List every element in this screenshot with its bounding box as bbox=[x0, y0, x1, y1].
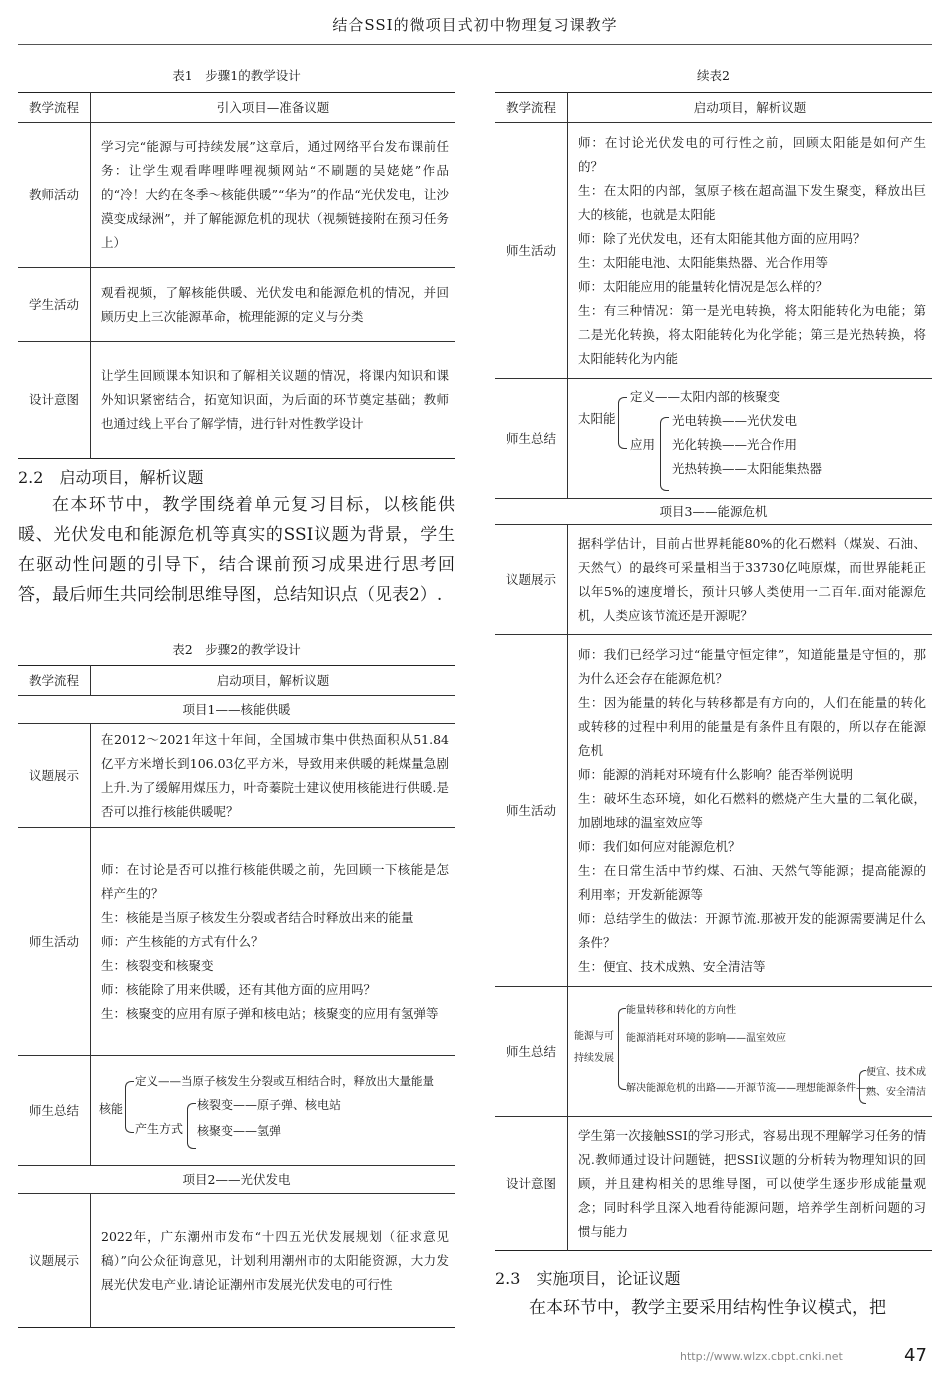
tree-node: 定义——太阳内部的核聚变 bbox=[630, 388, 781, 404]
p2-show-label: 议题展示 bbox=[18, 1194, 91, 1328]
section-2-3-title: 2.3 实施项目，论证议题 bbox=[495, 1269, 681, 1288]
table1-row-text: 学习完“能源与可持续发展”这章后，通过网络平台发布课前任务：让学生观看哔哩哔哩视频网站“不刷题的吴姥姥”作品的“冷！大约在冬季～核能供暖”“华为”的作品“光伏发电，让沙漠变成绿洲”，并了解能源危机的现状（视频链接附在预习任务上） bbox=[101, 139, 449, 250]
p1-mindmap bbox=[91, 1056, 456, 1166]
dialogue-line: 生：破坏生态环境，如化石燃料的燃烧产生大量的二氧化碳，加剧地球的温室效应等 bbox=[578, 790, 926, 830]
tree-node: 熟、安全清洁 bbox=[866, 1086, 926, 1098]
dialogue-line: 生：有三种情况：第一是光电转换，将太阳能转化为电能；第二是光化转换，将太阳能转化为化学能；第三是光热转换，将太阳能转化为内能 bbox=[578, 302, 926, 366]
table2b-col1: 教学流程 bbox=[495, 93, 568, 123]
table1-row-text: 观看视频，了解核能供暖、光伏发电和能源危机的情况，并回顾历史上三次能源革命，梳理能源的定义与分类 bbox=[101, 284, 449, 324]
tree-brace bbox=[187, 1103, 196, 1149]
p1-activity-label: 师生活动 bbox=[18, 828, 91, 1056]
tree-brace bbox=[660, 417, 669, 491]
table1-row-text: 让学生回顾课本知识和了解相关议题的情况，将课内知识和课外知识紧密结合，拓宽知识面，为后面的环节奠定基础；教师也通过线上平台了解学情，进行针对性教学设计 bbox=[101, 368, 449, 431]
p2-summary-label: 师生总结 bbox=[495, 379, 568, 499]
dialogue-line: 师：核能除了用来供暖，还有其他方面的应用吗？ bbox=[101, 981, 377, 997]
table1-caption: 表1 步骤1的教学设计 bbox=[172, 68, 301, 83]
dialogue-line: 师：在讨论光伏发电的可行性之前，回顾太阳能是如何产生的？ bbox=[578, 134, 926, 174]
p1-show-text: 在2012～2021年这十年间，全国城市集中供热面积从51.84亿平方米增长到106.03亿平方米，导致用来供暖的耗煤量急剧上升.为了缓解用煤压力，叶奇蓁院士建议使用核能进行供暖.是否可以推行核能供暖呢？ bbox=[101, 731, 449, 819]
table2b-col2: 启动项目，解析议题 bbox=[693, 99, 807, 115]
dialogue-line: 生：在太阳的内部，氢原子核在超高温下发生聚变，释放出巨大的核能，也就是太阳能 bbox=[578, 182, 926, 222]
dialogue-line: 生：便宜、技术成熟、安全清洁等 bbox=[578, 958, 766, 974]
page-number: 47 bbox=[904, 1345, 927, 1366]
table1-row-label: 设计意图 bbox=[18, 342, 91, 459]
p1-show-label: 议题展示 bbox=[18, 724, 91, 828]
dialogue-line: 生：在日常生活中节约煤、石油、天然气等能源；提高能源的利用率；开发新能源等 bbox=[578, 862, 926, 902]
tree-node: 能源消耗对环境的影响——温室效应 bbox=[626, 1032, 786, 1044]
p1-summary-label: 师生总结 bbox=[18, 1056, 91, 1166]
tree-root: 能源与可 bbox=[574, 1030, 614, 1042]
tree-root: 核能 bbox=[99, 1101, 124, 1116]
tree-node: 产生方式 bbox=[135, 1121, 184, 1136]
dialogue-line: 生：核聚变的应用有原子弹和核电站；核聚变的应用有氢弹等 bbox=[101, 1005, 439, 1021]
running-header: 结合SSI的微项目式初中物理复习课教学 bbox=[332, 16, 618, 34]
dialogue-line: 师：在讨论是否可以推行核能供暖之前，先回顾一下核能是怎样产生的？ bbox=[101, 861, 449, 901]
p2-mindmap bbox=[568, 379, 933, 499]
section-2-3-paragraph: 在本环节中，教学主要采用结构性争议模式，把 bbox=[529, 1298, 886, 1318]
dialogue-line: 师：我们如何应对能源危机？ bbox=[578, 838, 741, 854]
dialogue-line: 师：总结学生的做法：开源节流.那被开发的能源需要满足什么条件？ bbox=[578, 910, 926, 950]
p3-activity-label: 师生活动 bbox=[495, 635, 568, 987]
tree-node: 核聚变——氢弹 bbox=[197, 1123, 282, 1138]
tree-node: 定义——当原子核发生分裂或互相结合时，释放出大量能量 bbox=[135, 1073, 434, 1088]
dialogue-line: 生：因为能量的转化与转移都是有方向的，人们在能量的转化或转移的过程中利用的能量是有条件且有限的，所以存在能源危机 bbox=[578, 694, 926, 758]
tree-brace bbox=[859, 1070, 866, 1104]
project-1-heading: 项目1——核能供暖 bbox=[182, 701, 291, 717]
tree-node: 光电转换——光伏发电 bbox=[672, 412, 798, 428]
table1-col2: 引入项目—准备议题 bbox=[216, 99, 330, 115]
p3-show-text: 据科学估计，目前占世界耗能80%的化石燃料（煤炭、石油、天然气）的最终可采量相当于33730亿吨原煤，而世界能耗正以年5%的速度增长，预计只够人类使用一二百年.面对能源危机，人类应该节流还是开源呢？ bbox=[578, 535, 926, 623]
tree-node: 能量转移和转化的方向性 bbox=[626, 1004, 736, 1016]
tree-root: 太阳能 bbox=[578, 410, 616, 426]
p3-show-label: 议题展示 bbox=[495, 525, 568, 635]
tree-node: 核裂变——原子弹、核电站 bbox=[197, 1097, 342, 1112]
p2-activity-text bbox=[568, 123, 933, 379]
tree-node: 应用 bbox=[630, 436, 656, 452]
p2-activity-label: 师生活动 bbox=[495, 123, 568, 379]
p2-show-text: 2022年，广东潮州市发布“十四五光伏发展规划（征求意见稿）”向公众征询意见，计划利用潮州市的太阳能资源，大力发展光伏发电产业.请论证潮州市发展光伏发电的可行性 bbox=[101, 1228, 449, 1292]
p3-activity-text bbox=[568, 635, 933, 987]
dialogue-line: 生：核能是当原子核发生分裂或者结合时释放出来的能量 bbox=[101, 909, 414, 925]
dialogue-line: 师：产生核能的方式有什么？ bbox=[101, 933, 264, 949]
journal-url: http://www.wlzx.cbpt.cnki.net bbox=[680, 1350, 843, 1363]
section-2-2-title: 2.2 启动项目，解析议题 bbox=[18, 468, 204, 487]
table2-col1: 教学流程 bbox=[18, 666, 91, 696]
dialogue-line: 师：我们已经学习过“能量守恒定律”，知道能量是守恒的，那为什么还会存在能源危机？ bbox=[578, 646, 926, 686]
table2-continued bbox=[495, 92, 932, 1251]
tree-brace bbox=[125, 1081, 134, 1133]
dialogue-line: 生：核裂变和核聚变 bbox=[101, 957, 214, 973]
design-intent-text: 学生第一次接触SSI的学习形式，容易出现不理解学习任务的情况.教师通过设计问题链，把SSI议题的分析转为物理知识的回顾，并且建构相关的思维导图，可以使学生逐步形成能量观念；同时科学且深入地看待能源问题，培养学生剖析问题的习惯与能力 bbox=[578, 1127, 926, 1239]
dialogue-line: 师：除了光伏发电，还有太阳能其他方面的应用吗？ bbox=[578, 230, 866, 246]
p3-mindmap bbox=[568, 987, 933, 1117]
table1 bbox=[18, 92, 455, 459]
tree-node: 光热转换——太阳能集热器 bbox=[672, 460, 823, 476]
table2-caption: 表2 步骤2的教学设计 bbox=[172, 642, 301, 657]
p3-summary-label: 师生总结 bbox=[495, 987, 568, 1117]
tree-node: 便宜、技术成 bbox=[866, 1066, 926, 1078]
tree-node: 解决能源危机的出路——开源节流——理想能源条件—— bbox=[626, 1082, 876, 1094]
table1-col1: 教学流程 bbox=[18, 93, 91, 123]
tree-node: 光化转换——光合作用 bbox=[672, 436, 798, 452]
dialogue-line: 师：太阳能应用的能量转化情况是怎么样的？ bbox=[578, 278, 829, 294]
p1-activity-text bbox=[91, 828, 456, 1056]
table2b-caption: 续表2 bbox=[697, 68, 730, 83]
project-3-heading: 项目3——能源危机 bbox=[659, 503, 768, 519]
tree-root: 持续发展 bbox=[574, 1052, 614, 1064]
table2-col2: 启动项目，解析议题 bbox=[216, 672, 330, 688]
table2 bbox=[18, 665, 455, 1328]
tree-brace bbox=[618, 397, 627, 449]
table1-row-label: 教师活动 bbox=[18, 123, 91, 268]
dialogue-line: 师：能源的消耗对环境有什么影响？能否举例说明 bbox=[578, 766, 854, 782]
design-intent-label: 设计意图 bbox=[495, 1117, 568, 1251]
table1-row-label: 学生活动 bbox=[18, 268, 91, 342]
section-2-2-paragraph: 在本环节中，教学围绕着单元复习目标，以核能供暖、光伏发电和能源危机等真实的SSI议题为背景，学生在驱动性问题的引导下，结合课前预习成果进行思考回答，最后师生共同绘制思维导图，总结知识点（见表2）. bbox=[18, 495, 455, 605]
tree-brace bbox=[618, 1008, 626, 1090]
header-rule bbox=[18, 44, 932, 45]
project-2-heading: 项目2——光伏发电 bbox=[182, 1171, 291, 1187]
dialogue-line: 生：太阳能电池、太阳能集热器、光合作用等 bbox=[578, 254, 829, 270]
